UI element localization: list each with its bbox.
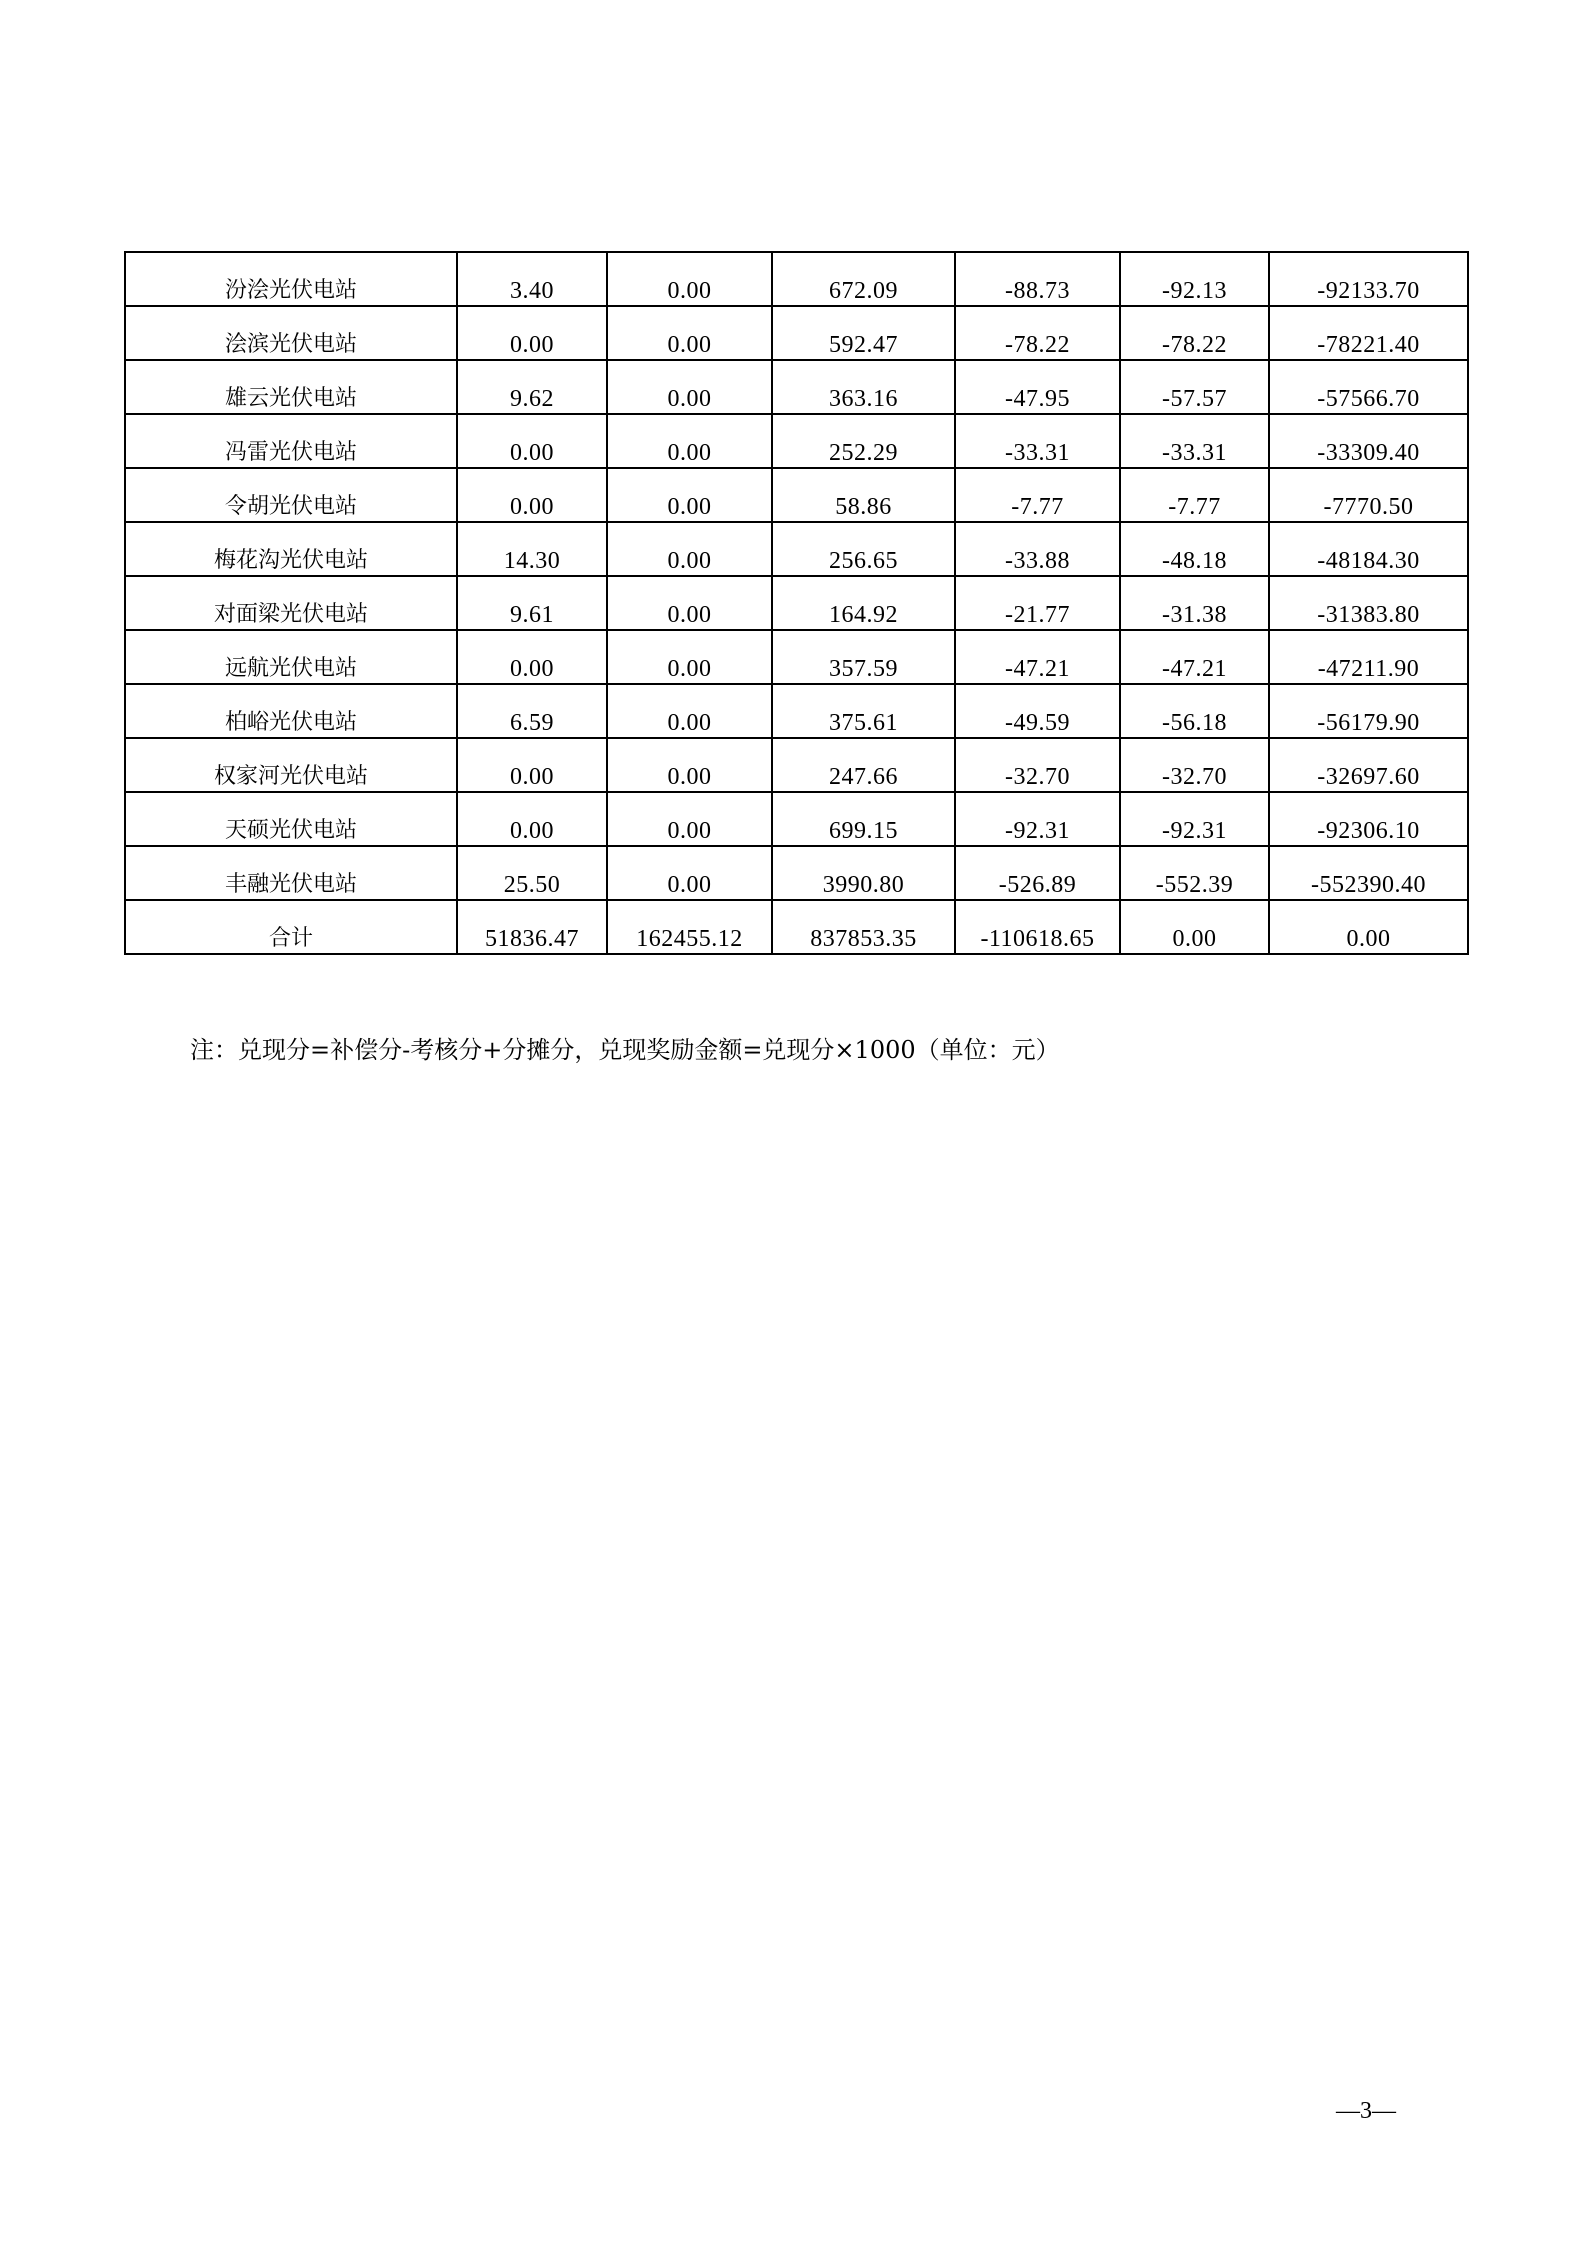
- value-cell: -92.31: [955, 792, 1120, 846]
- value-cell: -552.39: [1120, 846, 1269, 900]
- table-row: [125, 360, 1468, 414]
- value-cell: 58.86: [772, 468, 955, 522]
- value-cell: 357.59: [772, 630, 955, 684]
- value-cell: 0.00: [607, 684, 772, 738]
- station-name-cell: 雄云光伏电站: [125, 360, 457, 414]
- value-cell: -56.18: [1120, 684, 1269, 738]
- value-cell: 0.00: [1269, 900, 1468, 954]
- station-name-cell: 令胡光伏电站: [125, 468, 457, 522]
- value-cell: -7.77: [955, 468, 1120, 522]
- value-cell: 164.92: [772, 576, 955, 630]
- value-cell: 0.00: [607, 252, 772, 306]
- value-cell: -47211.90: [1269, 630, 1468, 684]
- value-cell: -7.77: [1120, 468, 1269, 522]
- station-name-cell: 合计: [125, 900, 457, 954]
- value-cell: 0.00: [607, 630, 772, 684]
- value-cell: -32697.60: [1269, 738, 1468, 792]
- table-row: [125, 522, 1468, 576]
- table-row: [125, 252, 1468, 306]
- value-cell: 51836.47: [457, 900, 607, 954]
- station-name-cell: 冯雷光伏电站: [125, 414, 457, 468]
- table-row: [125, 468, 1468, 522]
- value-cell: 0.00: [457, 468, 607, 522]
- value-cell: 0.00: [607, 846, 772, 900]
- value-cell: 252.29: [772, 414, 955, 468]
- value-cell: 162455.12: [607, 900, 772, 954]
- value-cell: -21.77: [955, 576, 1120, 630]
- value-cell: 9.62: [457, 360, 607, 414]
- station-name-cell: 柏峪光伏电站: [125, 684, 457, 738]
- value-cell: 0.00: [457, 306, 607, 360]
- total-row: [125, 900, 1468, 954]
- value-cell: 837853.35: [772, 900, 955, 954]
- value-cell: 0.00: [607, 468, 772, 522]
- value-cell: 0.00: [607, 306, 772, 360]
- value-cell: 256.65: [772, 522, 955, 576]
- value-cell: 0.00: [607, 738, 772, 792]
- value-cell: -57566.70: [1269, 360, 1468, 414]
- table-row: [125, 576, 1468, 630]
- value-cell: 0.00: [457, 792, 607, 846]
- value-cell: -47.21: [955, 630, 1120, 684]
- value-cell: -32.70: [955, 738, 1120, 792]
- value-cell: -31.38: [1120, 576, 1269, 630]
- value-cell: -92.31: [1120, 792, 1269, 846]
- value-cell: -47.95: [955, 360, 1120, 414]
- value-cell: 0.00: [1120, 900, 1269, 954]
- value-cell: -78221.40: [1269, 306, 1468, 360]
- value-cell: 592.47: [772, 306, 955, 360]
- value-cell: 699.15: [772, 792, 955, 846]
- table-row: [125, 306, 1468, 360]
- value-cell: 0.00: [457, 414, 607, 468]
- value-cell: -56179.90: [1269, 684, 1468, 738]
- value-cell: -78.22: [955, 306, 1120, 360]
- value-cell: 375.61: [772, 684, 955, 738]
- station-name-cell: 权家河光伏电站: [125, 738, 457, 792]
- table-row: [125, 792, 1468, 846]
- value-cell: 0.00: [607, 792, 772, 846]
- value-cell: -92.13: [1120, 252, 1269, 306]
- station-name-cell: 汾浍光伏电站: [125, 252, 457, 306]
- table-row: [125, 414, 1468, 468]
- station-name-cell: 浍滨光伏电站: [125, 306, 457, 360]
- table-row: [125, 846, 1468, 900]
- page-number: —3—: [1336, 2098, 1396, 2124]
- value-cell: 9.61: [457, 576, 607, 630]
- value-cell: -110618.65: [955, 900, 1120, 954]
- value-cell: -48184.30: [1269, 522, 1468, 576]
- value-cell: -92306.10: [1269, 792, 1468, 846]
- value-cell: 0.00: [607, 576, 772, 630]
- value-cell: 247.66: [772, 738, 955, 792]
- value-cell: 0.00: [607, 360, 772, 414]
- value-cell: 363.16: [772, 360, 955, 414]
- value-cell: 0.00: [457, 738, 607, 792]
- value-cell: -49.59: [955, 684, 1120, 738]
- value-cell: -33309.40: [1269, 414, 1468, 468]
- value-cell: -78.22: [1120, 306, 1269, 360]
- value-cell: 0.00: [607, 414, 772, 468]
- value-cell: 6.59: [457, 684, 607, 738]
- station-name-cell: 天硕光伏电站: [125, 792, 457, 846]
- value-cell: -7770.50: [1269, 468, 1468, 522]
- value-cell: -32.70: [1120, 738, 1269, 792]
- value-cell: -33.31: [1120, 414, 1269, 468]
- value-cell: -47.21: [1120, 630, 1269, 684]
- station-name-cell: 丰融光伏电站: [125, 846, 457, 900]
- station-name-cell: 梅花沟光伏电站: [125, 522, 457, 576]
- value-cell: -88.73: [955, 252, 1120, 306]
- station-name-cell: 远航光伏电站: [125, 630, 457, 684]
- value-cell: -526.89: [955, 846, 1120, 900]
- compensation-table: [124, 251, 1469, 955]
- value-cell: -48.18: [1120, 522, 1269, 576]
- value-cell: -552390.40: [1269, 846, 1468, 900]
- value-cell: 0.00: [457, 630, 607, 684]
- value-cell: 672.09: [772, 252, 955, 306]
- value-cell: -31383.80: [1269, 576, 1468, 630]
- value-cell: 25.50: [457, 846, 607, 900]
- value-cell: -33.31: [955, 414, 1120, 468]
- value-cell: -57.57: [1120, 360, 1269, 414]
- table-row: [125, 684, 1468, 738]
- value-cell: 0.00: [607, 522, 772, 576]
- value-cell: 3990.80: [772, 846, 955, 900]
- table-row: [125, 630, 1468, 684]
- table-row: [125, 738, 1468, 792]
- value-cell: 3.40: [457, 252, 607, 306]
- footnote: 注：兑现分=补偿分-考核分+分摊分，兑现奖励金额=兑现分×1000（单位：元）: [190, 1036, 1060, 1064]
- value-cell: 14.30: [457, 522, 607, 576]
- value-cell: -33.88: [955, 522, 1120, 576]
- value-cell: -92133.70: [1269, 252, 1468, 306]
- station-name-cell: 对面梁光伏电站: [125, 576, 457, 630]
